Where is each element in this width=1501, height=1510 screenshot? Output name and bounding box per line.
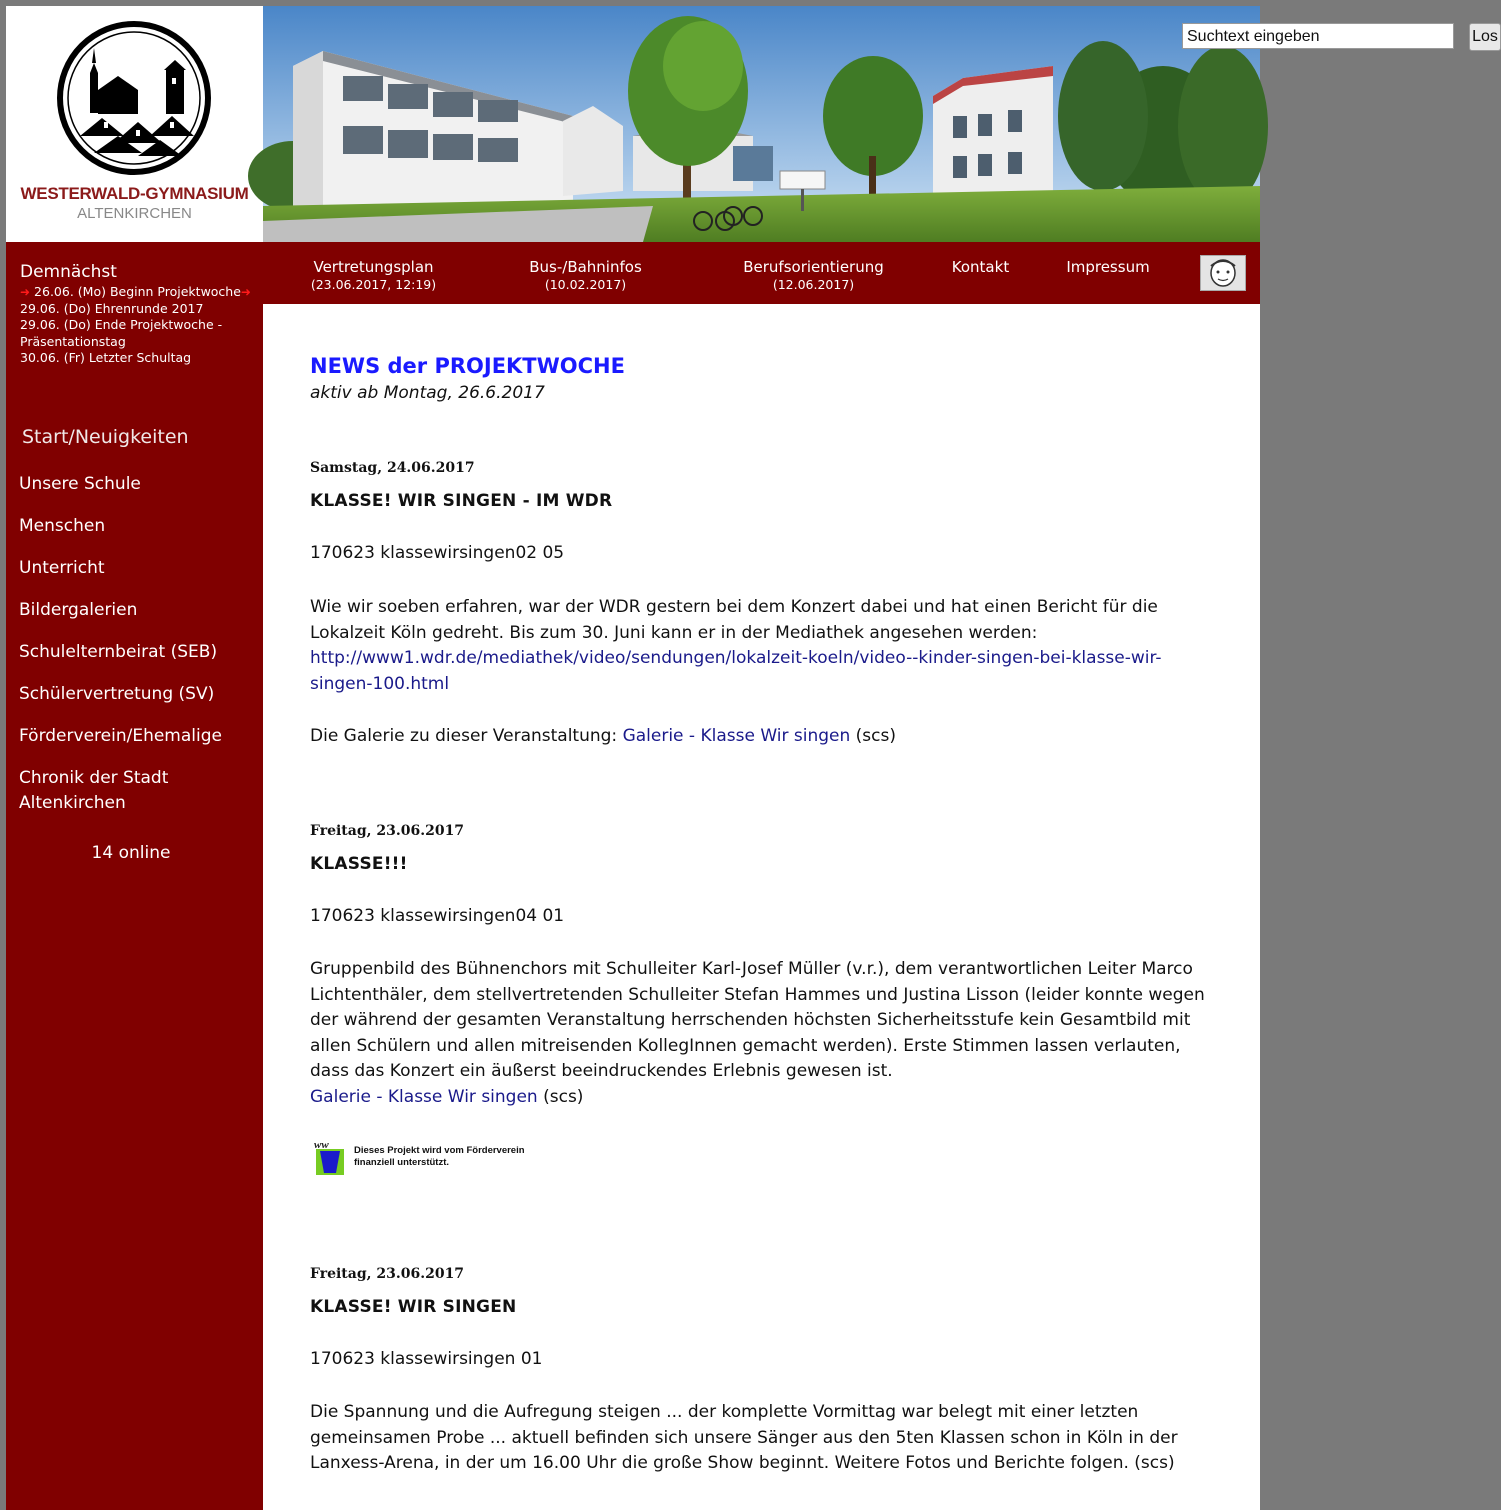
upcoming-item[interactable]: 29.06. (Do) Ehrenrunde 2017 [20, 300, 204, 316]
sidebar-item-seb[interactable]: Schulelternbeirat (SEB) [19, 642, 218, 662]
upcoming-title: Demnächst [20, 262, 117, 282]
sidebar-item-chronik[interactable]: Chronik der Stadt Altenkirchen [19, 768, 169, 813]
nav-berufsorientierung[interactable] [731, 258, 896, 292]
red-arrow-icon: ➜ [20, 285, 31, 299]
nav-label: Berufsorientierung [743, 258, 884, 276]
post-body [310, 595, 1220, 697]
post-date: Freitag, 23.06.2017 [310, 823, 465, 839]
school-town: ALTENKIRCHEN [77, 205, 192, 222]
upcoming-item[interactable] [20, 284, 255, 301]
portrait-icon[interactable] [1200, 255, 1246, 291]
sidebar [6, 242, 263, 1510]
gallery-link[interactable]: Galerie [310, 1086, 371, 1107]
header-banner-photo [263, 6, 1498, 242]
author-tag: (scs) [850, 726, 896, 746]
nav-label: Bus-/Bahninfos [529, 258, 642, 276]
nav-date: (23.06.2017, 12:19) [310, 277, 437, 292]
sidebar-item-unterricht[interactable]: Unterricht [19, 558, 105, 578]
nav-label: Impressum [1066, 258, 1150, 276]
top-navigation [263, 242, 1260, 304]
gallery-separator: - [370, 1086, 388, 1107]
upcoming-item[interactable]: 29.06. (Do) Ende Projektwoche - Präsentationstag [20, 317, 223, 349]
post-body: Die Spannung und die Aufregung steigen ... der komplette Vormittag war belegt mit einer letzten gemeinsamen Probe ... aktuell befinden sich unsere Sänger aus den 5ten Klassen schon in Köln in der Lanxess-Arena, in der um 16.00 Uhr die große Show beginnt. Weitere Fotos und Berichte folgen. (scs) [310, 1402, 1178, 1474]
author-tag: (scs) [537, 1086, 584, 1107]
post-gallery-line [310, 724, 1220, 750]
upcoming-list [20, 284, 255, 367]
page [6, 6, 1498, 1510]
sidebar-item-unsere-schule[interactable]: Unsere Schule [19, 474, 141, 494]
sidebar-item-sv[interactable]: Schülervertretung (SV) [19, 684, 215, 704]
page-title: NEWS der PROJEKTWOCHE [310, 354, 625, 378]
funding-line: finanziell unterstützt. [354, 1157, 449, 1168]
foerderverein-badge[interactable] [310, 1137, 542, 1177]
nav-label: Vertretungsplan [313, 258, 434, 276]
post-image-caption: 170623 klassewirsingen02 05 [310, 543, 565, 563]
svg-text:ww: ww [314, 1139, 329, 1151]
foerderverein-text [354, 1145, 525, 1169]
nav-impressum[interactable] [1063, 258, 1153, 276]
main-content [263, 304, 1260, 1510]
post-title[interactable]: KLASSE!!! [310, 854, 408, 874]
sidebar-item-bildergalerien[interactable]: Bildergalerien [19, 600, 138, 620]
school-logo[interactable] [6, 6, 263, 242]
online-count: 14 online [91, 843, 171, 863]
school-seal-icon [54, 18, 214, 178]
foerderverein-logo-icon [310, 1137, 350, 1177]
upcoming-item[interactable]: 30.06. (Fr) Letzter Schultag [20, 350, 192, 365]
gallery-link[interactable]: Galerie [622, 726, 684, 746]
gallery-prefix: Die Galerie zu dieser Veranstaltung: [310, 726, 623, 746]
post-title[interactable]: KLASSE! WIR SINGEN [310, 1297, 517, 1317]
sidebar-nav [19, 472, 254, 833]
post-body [310, 957, 1220, 1111]
funding-line: Dieses Projekt wird vom Förderverein [354, 1145, 525, 1156]
post-image-caption: 170623 klassewirsingen 01 [310, 1349, 543, 1369]
klasse-wir-singen-link[interactable]: Klasse Wir singen [700, 726, 851, 746]
post-date: Samstag, 24.06.2017 [310, 460, 475, 476]
upcoming-item-text: 26.06. (Mo) Beginn Projektwoche [34, 284, 241, 299]
nav-label: Kontakt [951, 258, 1010, 276]
sidebar-item-foerderverein[interactable]: Förderverein/Ehemalige [19, 726, 222, 746]
wdr-link[interactable]: http://www1.wdr.de/mediathek/video/sendungen/lokalzeit-koeln/video--kinder-singen-bei-klasse-wir-singen-100.html [310, 648, 1162, 694]
red-arrow-icon: ➜ [240, 285, 251, 299]
nav-kontakt[interactable] [948, 258, 1013, 276]
nav-date: (10.02.2017) [544, 277, 627, 292]
search-input[interactable]: Suchtext eingeben [1182, 23, 1454, 49]
post-image-caption: 170623 klassewirsingen04 01 [310, 906, 565, 926]
post-body-text: Wie wir soeben erfahren, war der WDR gestern bei dem Konzert dabei und hat einen Bericht für die Lokalzeit Köln gedreht. Bis zum 30. Juni kann er in der Mediathek angesehen werden: [310, 597, 1158, 643]
post-title[interactable]: KLASSE! WIR SINGEN - IM WDR [310, 491, 613, 511]
nav-date: (12.06.2017) [772, 277, 855, 292]
sidebar-item-menschen[interactable]: Menschen [19, 516, 106, 536]
nav-bus-bahninfos[interactable] [518, 258, 653, 292]
klasse-wir-singen-link[interactable]: Klasse Wir singen [387, 1086, 538, 1107]
search-button[interactable]: Los [1469, 23, 1501, 51]
page-subtitle: aktiv ab Montag, 26.6.2017 [310, 383, 545, 403]
post-date: Freitag, 23.06.2017 [310, 1266, 465, 1282]
gallery-separator: - [683, 726, 701, 746]
nav-vertretungsplan[interactable] [301, 258, 446, 292]
post-body-text: Gruppenbild des Bühnenchors mit Schulleiter Karl-Josef Müller (v.r.), dem verantwortlichen Leiter Marco Lichtenthäler, dem stellvertretenden Schulleiter Stefan Hammes und Justina Lisson (leider konnte wegen der während der gesamten Veranstaltung herrschenden höchsten Sicherheitsstufe kein Gesamtbild mit allen Schülern und allen mitreisenden KollegInnen gemacht werden). Erste Stimmen lassen verlauten, dass das Konzert ein äußerst beeindruckendes Erlebnis gewesen ist. [310, 959, 1205, 1082]
school-name: WESTERWALD-GYMNASIUM [20, 184, 249, 203]
school-building-photo [263, 6, 1260, 242]
sidebar-item-start[interactable]: Start/Neuigkeiten [22, 426, 189, 448]
